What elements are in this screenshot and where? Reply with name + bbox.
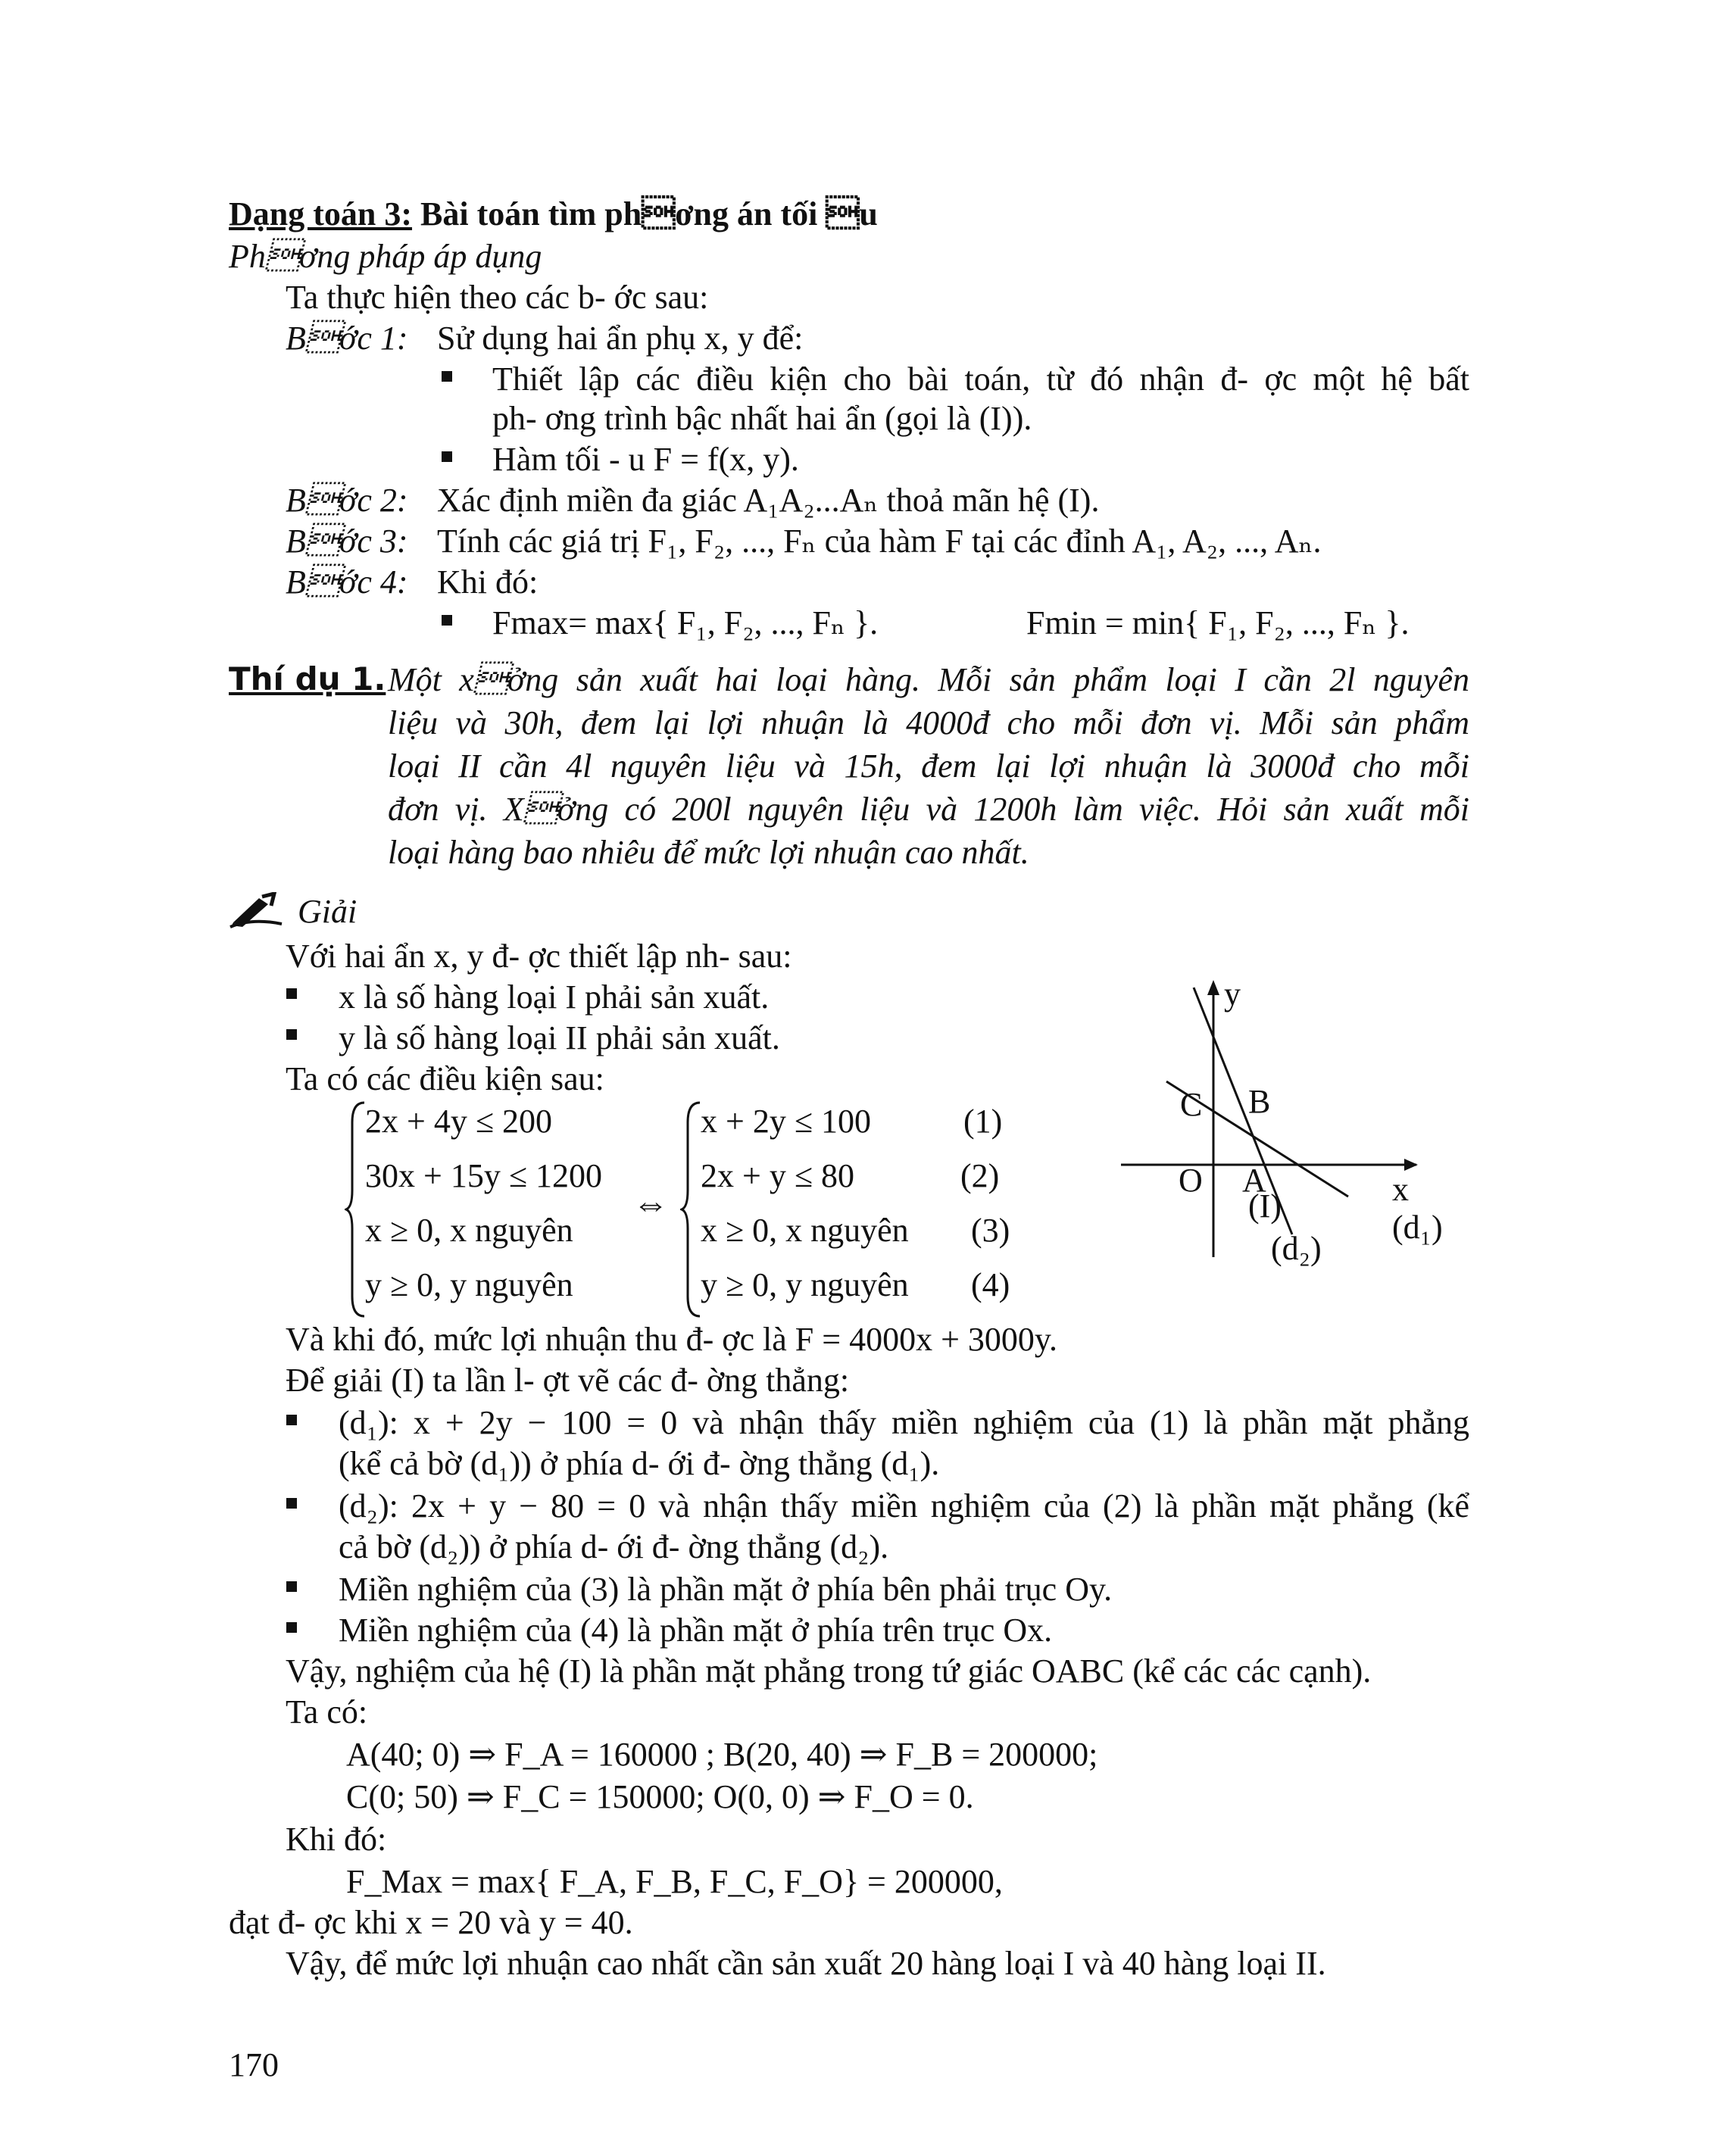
conditions-intro: Ta có các điều kiện sau:	[286, 1060, 604, 1097]
graph-label-d2: (d₂)	[1271, 1230, 1322, 1267]
system-number-3: (3)	[971, 1212, 1010, 1249]
intro-text: Ta thực hiện theo các b- ớc sau:	[286, 279, 709, 316]
method-title: Phơng pháp áp dụng	[229, 238, 542, 275]
bullet-icon	[286, 1415, 297, 1425]
system-number-2: (2)	[960, 1157, 1000, 1194]
graph-label-y: y	[1224, 975, 1241, 1013]
graph-label-d1: (d₁)	[1392, 1209, 1443, 1246]
left-brace	[345, 1100, 367, 1319]
right-brace	[680, 1100, 703, 1319]
solution-header	[229, 892, 357, 932]
example-line-5: loại hàng bao nhiêu để mức lợi nhuận cao nhất.	[388, 834, 1029, 871]
profit-function: Và khi đó, mức lợi nhuận thu đ- ợc là F = 4000x + 3000y.	[286, 1321, 1058, 1358]
section-title: Bài toán tìm phơng án tối u	[420, 195, 878, 232]
example-line-4: đơn vị. Xởng có 200l nguyên liệu và 1200h làm việc. Hỏi sản xuất mỗi	[388, 791, 1469, 828]
solution-intro: Với hai ẩn x, y đ- ợc thiết lập nh- sau:	[286, 938, 792, 975]
d2-description-cont: cả bờ (d₂)) ở phía d- ới đ- ờng thẳng (d₂).	[339, 1528, 889, 1565]
bullet-icon	[442, 451, 452, 462]
solution-label: Giải	[298, 893, 358, 930]
graph-label-a: A	[1242, 1162, 1266, 1199]
final-answer: Vậy, để mức lợi nhuận cao nhất cần sản xuất 20 hàng loại I và 40 hàng loại II.	[286, 1945, 1326, 1982]
step-4-label: Bớc 4:	[286, 563, 408, 601]
system-right-2: 2x + y ≤ 80	[701, 1157, 854, 1194]
example-line-1: Một xởng sản xuất hai loại hàng. Mỗi sản phẩm loại I cần 2l nguyên	[388, 661, 1469, 698]
bullet-icon	[442, 371, 452, 382]
reached-when: đạt đ- ợc khi x = 20 và y = 40.	[229, 1904, 633, 1941]
example-line-2: liệu và 30h, đem lại lợi nhuận là 4000đ cho mỗi đơn vị. Mỗi sản phẩm	[388, 704, 1469, 741]
d1-description: (d₁): x + 2y − 100 = 0 và nhận thấy miền nghiệm của (1) là phần mặt phẳng	[339, 1404, 1469, 1441]
system-right-3: x ≥ 0, x nguyên	[701, 1212, 909, 1249]
fmin-formula: Fmin = min{ F₁, F₂, ..., Fₙ }.	[1026, 604, 1410, 641]
draw-lines-intro: Để giải (I) ta lần l- ợt vẽ các đ- ờng thẳng:	[286, 1362, 850, 1399]
bullet-icon	[286, 1029, 297, 1040]
x-axis-arrow	[1404, 1159, 1418, 1171]
bullet-icon	[442, 615, 452, 626]
example-label: Thí dụ 1.	[229, 660, 386, 697]
step-3-text: Tính các giá trị F₁, F₂, ..., Fₙ của hàm F tại các đỉnh A₁, A₂, ..., Aₙ.	[437, 523, 1322, 560]
graph-label-b: B	[1248, 1083, 1271, 1120]
step-2-text: Xác định miền đa giác A₁A₂...Aₙ thoả mãn hệ (I).	[437, 482, 1100, 519]
step-1-bullet-2: Hàm tối - u F = f(x, y).	[492, 441, 799, 478]
page-number: 170	[229, 2046, 279, 2083]
vertex-values-1: A(40; 0) ⇒ F_A = 160000 ; B(20, 40) ⇒ F_B = 200000;	[346, 1736, 1098, 1773]
region-4-description: Miền nghiệm của (4) là phần mặt ở phía trên trục Ox.	[339, 1612, 1053, 1649]
example-line-3: loại II cần 4l nguyên liệu và 15h, đem lại lợi nhuận là 3000đ cho mỗi	[388, 747, 1469, 785]
system-left-3: x ≥ 0, x nguyên	[365, 1212, 573, 1249]
solution-bullet-x: x là số hàng loại I phải sản xuất.	[339, 978, 770, 1016]
graph-label-x: x	[1392, 1171, 1409, 1208]
pen-writing-icon	[229, 892, 283, 928]
khi-do-label: Khi đó:	[286, 1821, 387, 1858]
step-3-label: Bớc 3:	[286, 523, 408, 560]
equivalence-symbol: ⇔	[632, 1184, 669, 1224]
system-number-1: (1)	[963, 1103, 1003, 1140]
graph-label-c: C	[1180, 1086, 1203, 1123]
step-1-bullet-1-cont: ph- ơng trình bậc nhất hai ẩn (gọi là (I)).	[492, 400, 1032, 437]
step-1-bullet-1: Thiết lập các điều kiện cho bài toán, từ đó nhận đ- ợc một hệ bất	[492, 360, 1469, 398]
graph-label-region: (I)	[1248, 1187, 1282, 1225]
graph-label-o: O	[1179, 1162, 1203, 1199]
system-left-1: 2x + 4y ≤ 200	[365, 1103, 552, 1140]
section-heading	[229, 195, 878, 234]
system-right-4: y ≥ 0, y nguyên	[701, 1266, 909, 1303]
system-number-4: (4)	[971, 1266, 1010, 1303]
bullet-icon	[286, 988, 297, 999]
fmax-formula: Fmax= max{ F₁, F₂, ..., Fₙ }.	[492, 604, 879, 641]
system-left-2: 30x + 15y ≤ 1200	[365, 1157, 602, 1194]
section-label: Dạng toán 3:	[229, 195, 413, 232]
system-left-4: y ≥ 0, y nguyên	[365, 1266, 573, 1303]
conclusion-region: Vậy, nghiệm của hệ (I) là phần mặt phẳng trong tứ giác OABC (kể các các cạnh).	[286, 1652, 1372, 1690]
bullet-icon	[286, 1498, 297, 1509]
feasible-region-graph	[1113, 969, 1432, 1272]
system-right-1: x + 2y ≤ 100	[701, 1103, 871, 1140]
step-1-label: Bớc 1:	[286, 320, 408, 357]
vertex-values-2: C(0; 50) ⇒ F_C = 150000; O(0, 0) ⇒ F_O = 0.	[346, 1778, 974, 1815]
step-4-text: Khi đó:	[437, 563, 539, 601]
solution-bullet-y: y là số hàng loại II phải sản xuất.	[339, 1019, 780, 1056]
bullet-icon	[286, 1622, 297, 1633]
ta-co-label: Ta có:	[286, 1693, 368, 1730]
fmax-result: F_Max = max{ F_A, F_B, F_C, F_O} = 200000,	[346, 1863, 1003, 1900]
bullet-icon	[286, 1581, 297, 1592]
step-2-label: Bớc 2:	[286, 482, 408, 519]
d1-description-cont: (kể cả bờ (d₁)) ở phía d- ới đ- ờng thẳng (d₁).	[339, 1445, 940, 1482]
region-3-description: Miền nghiệm của (3) là phần mặt ở phía bên phải trục Oy.	[339, 1571, 1113, 1608]
d2-description: (d₂): 2x + y − 80 = 0 và nhận thấy miền nghiệm của (2) là phần mặt phẳng (kể	[339, 1487, 1469, 1524]
y-axis-arrow	[1207, 980, 1219, 995]
step-1-text: Sử dụng hai ẩn phụ x, y để:	[437, 320, 804, 357]
